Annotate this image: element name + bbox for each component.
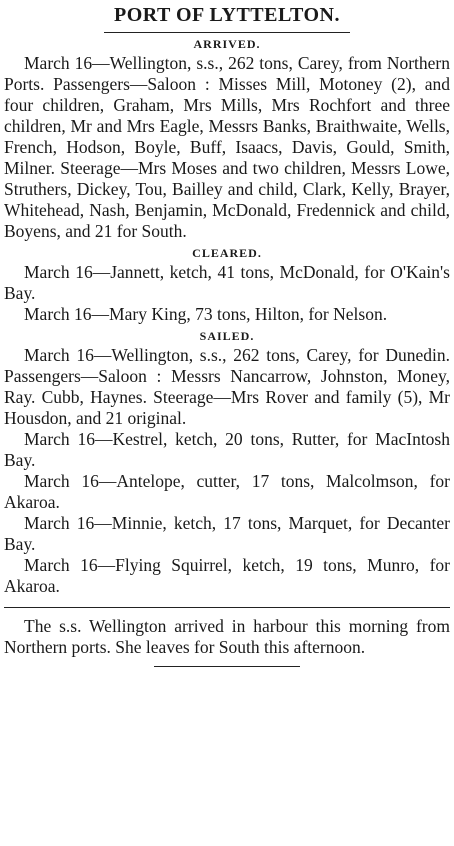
cleared-heading: CLEARED. xyxy=(192,246,262,260)
arrived-heading: ARRIVED. xyxy=(193,37,261,51)
harbour-note: The s.s. Wellington arrived in harbour this morning from Northern ports. She leaves for South this afternoon. xyxy=(4,616,450,657)
sailed-entry: March 16—Antelope, cutter, 17 tons, Malcolmson, for Akaroa. xyxy=(4,471,450,512)
end-rule xyxy=(154,666,300,667)
section-divider xyxy=(4,607,450,608)
page-title: PORT OF LYTTELTON. xyxy=(114,4,340,26)
cleared-entry: March 16—Mary King, 73 tons, Hilton, for Nelson. xyxy=(24,304,388,324)
cleared-entry: March 16—Jannett, ketch, 41 tons, McDonald, for O'Kain's Bay. xyxy=(4,262,450,303)
sailed-section xyxy=(4,325,450,597)
sailed-entry: March 16—Flying Squirrel, ketch, 19 tons, Munro, for Akaroa. xyxy=(4,555,450,596)
sailed-heading: SAILED. xyxy=(199,329,255,343)
sailed-entry: March 16—Wellington, s.s., 262 tons, Carey, for Dunedin. Passengers—Saloon : Messrs Nancarrow, Johnston, Money, Ray. Cubb, Haynes. Steerage—Mrs Rover and family (5), Mr Housdon, and 21 original. xyxy=(4,345,450,428)
arrived-section xyxy=(4,33,450,242)
sailed-entry: March 16—Minnie, ketch, 17 tons, Marquet, for Decanter Bay. xyxy=(4,513,450,554)
sailed-entry: March 16—Kestrel, ketch, 20 tons, Rutter, for MacIntosh Bay. xyxy=(4,429,450,470)
arrived-entry: March 16—Wellington, s.s., 262 tons, Carey, from Northern Ports. Passengers—Saloon : Misses Mill, Motoney (2), and four children, Graham, Mrs Mills, Mrs Rochfort and three children, Mr and Mrs Eagle, Messrs Banks, Braithwaite, Wells, French, Hodson, Boyle, Buff, Isaacs, Davis, Gould, Smith, Milner. Steerage—Mrs Moses and two children, Messrs Lowe, Struthers, Dickey, Tou, Bailley and child, Clark, Kelly, Brayer, Whitehead, Nash, Benjamin, McDonald, Fredennick and child, Boyens, and 21 for South. xyxy=(4,53,450,241)
cleared-section xyxy=(4,242,450,325)
